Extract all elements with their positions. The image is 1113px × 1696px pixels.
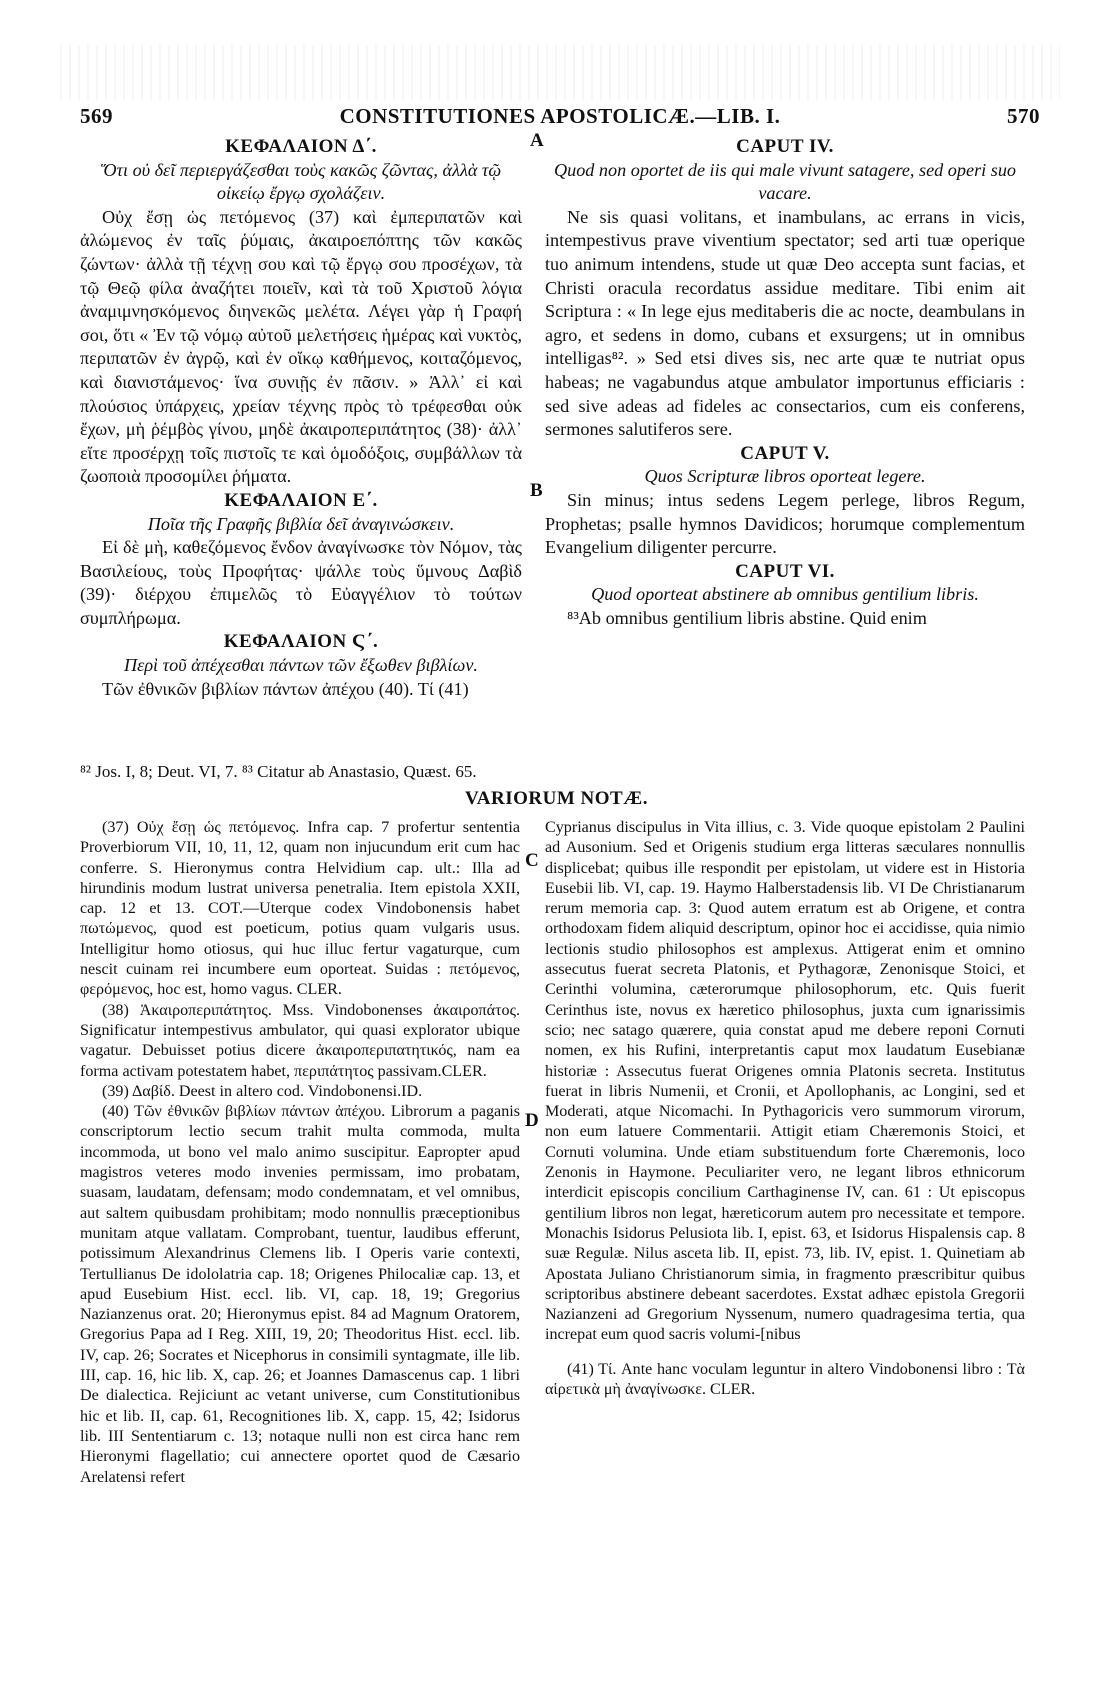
note-37: (37) Οὐχ ἔσῃ ὡς πετόμενος. Infra cap. 7 profertur sententia Proverbiorum VII, 10, 11, 12, quam non injucundum erit cum hac conferre. S. Hieronymus contra Helvidium cap. ult.: Illa ad hirundinis modum lustrat universa penetralia. Item epistola XXII, cap. 12 et 13. COT.—Uterque codex Vindobonensis habet πωτώμενος, quod est poeticum, potius quam vulgaris usus. Intelligitur homo otiosus, qui huc illuc fertur vagaturque, cum nescit cuinam rei incumbere eum oporteat. Suidas : πετόμενος, φερόμενος, hoc est, homo vagus. CLER. [80, 819, 520, 999]
greek-chapter-4-summary: Ὅτι οὐ δεῖ περιεργάζεσθαι τοὺς κακῶς ζῶντας, ἀλλὰ τῷ οἰκείῳ ἔργῳ σχολάζειν. [100, 159, 502, 204]
greek-chapter-6-heading: ΚΕΦΑΛΑΙΟΝ Ϛ΄. [223, 631, 379, 653]
latin-column [545, 135, 1025, 630]
notes-left-column [80, 818, 520, 1488]
latin-chapter-6-text: ⁸³Ab omnibus gentilium libris abstine. Quid enim [567, 607, 927, 628]
latin-chapter-4-text: Ne sis quasi volitans, et inambulans, ac errans in vicis, intempestivus prave viventium spectator; sed arti tuæ operique tuo animum intendens, stude ut quæ Deo accepta sunt facias, et Christi oracula recordatus assidue meditare. Tibi enim ait Scriptura : « In lege ejus meditaberis die ac nocte, deambulans in agro, et sedens in domo, cubans et exsurgens; ut in omnibus intelligas⁸². » Sed etsi dives sis, nec arte quæ te nutriat opus habeas; ne vagabundus atque ambulator importunus efficiaris : sed sive adeas ad fideles ac consectarios, cum eis conferens, sermones salutiferos sere. [545, 206, 1025, 440]
note-39: (39) Δαβίδ. Deest in altero cod. Vindobonensi.ID. [102, 1082, 423, 1100]
latin-chapter-5-text: Sin minus; intus sedens Legem perlege, libros Regum, Prophetas; psalle hymnos Davidicos; horumque complementum Evangelium diligenter percurre. [545, 489, 1025, 558]
margin-marker-b: B [530, 480, 543, 501]
margin-marker-d: D [525, 1110, 539, 1131]
latin-chapter-5-heading: CAPUT V. [740, 442, 830, 464]
note-41: (41) Τί. Ante hanc voculam leguntur in altero Vindobonensi libro : Τὰ αἱρετικὰ μὴ ἀναγίνωσκε. CLER. [545, 1360, 1025, 1399]
scripture-footnote: ⁸² Jos. I, 8; Deut. VI, 7. ⁸³ Citatur ab Anastasio, Quæst. 65. [80, 762, 477, 781]
latin-chapter-6-heading: CAPUT VI. [735, 560, 835, 582]
greek-chapter-6-text: Τῶν ἐθνικῶν βιβλίων πάντων ἀπέχου (40). Τί (41) [102, 678, 469, 699]
latin-chapter-4-heading: CAPUT IV. [736, 136, 834, 157]
greek-chapter-4-heading: ΚΕΦΑΛΑΙΟΝ Δ΄. [225, 136, 377, 157]
latin-chapter-6-summary: Quod oporteat abstinere ab omnibus gentilium libris. [591, 584, 979, 605]
greek-chapter-5-summary: Ποῖα τῆς Γραφῆς βιβλία δεῖ ἀναγινώσκειν. [147, 513, 455, 534]
note-38: (38) Ἀκαιροπεριπάτητος. Mss. Vindobonenses ἀκαιροπάτος. Significatur intempestivus ambulator, qui quasi explorator ubique vagatur. Debuisset potius dicere ἀκαιροπεριπατητικός, nam ea forma activam potestatem habet, περιπάτητος passivam.CLER. [80, 1001, 520, 1080]
margin-marker-c: C [525, 850, 539, 871]
greek-chapter-5-heading: ΚΕΦΑΛΑΙΟΝ Ε΄. [224, 489, 378, 511]
latin-chapter-4-summary: Quod non oportet de iis qui male vivunt satagere, sed operi suo vacare. [553, 159, 1017, 204]
running-title: CONSTITUTIONES APOSTOLICÆ.—LIB. I. [339, 104, 781, 128]
note-gap [545, 1346, 1025, 1360]
latin-chapter-5-summary: Quos Scripturæ libros oporteat legere. [644, 466, 926, 487]
scan-noise [60, 45, 1060, 100]
greek-chapter-6-summary: Περὶ τοῦ ἀπέχεσθαι πάντων τῶν ἔξωθεν βιβλίων. [124, 655, 478, 676]
greek-chapter-5-text: Εἰ δὲ μὴ, καθεζόμενος ἔνδον ἀναγίνωσκε τὸν Νόμον, τὰς Βασιλείους, τοὺς Προφήτας· ψάλλε τοὺς ὕμνους Δαβὶδ (39)· διέρχου ἐπιμελῶς τὸ Εὐαγγέλιον τὸ τούτων συμπλήρωμα. [80, 537, 522, 628]
greek-column [80, 135, 522, 701]
running-head [80, 104, 1040, 130]
page-number-right: 570 [1007, 104, 1040, 128]
notes-right-column [545, 818, 1025, 1400]
note-40: (40) Τῶν ἐθνικῶν βιβλίων πάντων ἀπέχου. Librorum a paganis conscriptorum lectio secum trahit multa commoda, multa incommoda, ut bono vel malo animo suscipitur. Eapropter apud magistros veteres modo invenies permissam, imo probatam, suasam, laudatam, defensam; modo condemnatam, et vel omnibus, aut saltem quibusdam prohibitam; modo nonnullis præceptionibus munitam atque vallatam. Comprobant, tuentur, laudibus efferunt, potissimum Alexandrinus Clemens lib. I Operis varie contexti, Tertullianus De idololatria cap. 18; Origenes Philocaliæ cap. 13, et apud Eusebium Hist. eccl. lib. VI, cap. 18, 19; Gregorius Nazianzenus orat. 20; Hieronymus epist. 84 ad Magnum Oratorem, Gregorius Papa ad I Reg. XIII, 19, 20; Theodoritus Hist. eccl. lib. IV, cap. 26; Socrates et Nicephorus in consimili syntagmate, ille lib. III, cap. 16, hic lib. X, cap. 26; et Joannes Damascenus cap. 1 libri De dialectica. Rejiciunt ac vetant universe, cum Constitutionibus hic et lib. II, cap. 61, Recognitiones lib. X, capp. 15, 42; Isidorus lib. III Sententiarum c. 13; notaque nulli non est circa hanc rem Hieronymi flagellatio; cui annectere oportet quod de Cæsario Arelatensi refert [80, 1103, 520, 1486]
greek-chapter-4-text: Οὐχ ἔσῃ ὡς πετόμενος (37) καὶ ἐμπεριπατῶν καὶ ἀλώμενος ἐν ταῖς ῥύμαις, ἀκαιροεπόπτης τῶν κακῶς ζώντων· ἀλλὰ τῇ τέχνῃ σου καὶ τῷ ἔργῳ σου προσέχων, τὰ τῷ Θεῷ φίλα ἀναζήτει ποιεῖν, καὶ τὰ τοῦ Χριστοῦ λόγια ἀναμιμνησκόμενος διηνεκῶς μελέτα. Λέγει γὰρ ἡ Γραφή σοι, ὅτι « Ἐν τῷ νόμῳ αὐτοῦ μελετήσεις ἡμέρας καὶ νυκτὸς, περιπατῶν ἐν ἀγρῷ, καὶ ἐν οἴκῳ καθήμενος, κοιταζόμενος, καὶ διανιστάμενος· ἵνα συνιῇς ἐν πᾶσιν. » Ἀλλ᾽ εἰ καὶ πλούσιος ὑπάρχεις, χρείαν τέχνης πρὸς τὸ τρέφεσθαι οὐκ ἔχων, μὴ ῥέμβὸς γίνου, μηδὲ ἀκαιροπεριπάτητος (38)· ἀλλ᾽ εἴτε προσέρχῃ τοῖς πιστοῖς τε καὶ ὁμοδόξοις, συμβάλλων τὰ ζωοποιὰ προσομίλει ῥήματα. [80, 206, 522, 487]
page-number-left: 569 [80, 104, 113, 128]
note-40-continued: Cyprianus discipulus in Vita illius, c. 3. Vide quoque epistolam 2 Paulini ad Ausonium. Sed et Origenis studium erga litteras sæculares nonnullis displicebat; quibus ille respondit per epistolam, ut videre est in Historia Eusebii lib. VI, cap. 19. Haymo Halberstadensis lib. VI De Christianarum rerum memoria cap. 3: Quod autem erratum est ab Origene, et contra orthodoxam fidem aliquid descriptum, opinor hoc ei accidisse, quia nimio lectionis studio philosophos est amplexus. Attigerat enim et omnino assecutus fuerat secreta Platonis, et Pythagoræ, Zenonisque Stoici, et Cerinthi volumina, cæterorumque philosophorum, etc. Quis fuerit Cerinthus iste, novus ex hæretico philosophus, juxta cum ignarissimis scio; nec satago quærere, quia constat apud me debere reponi Cornuti nomen, ex his Rufini, interpretantis caput mox laudatum Eusebianæ historiæ : Assecutus fuerat Origenes omnia Platonis secreta. Institutus fuerat in libris Numenii, et Cronii, et Apollophanis, ac Longini, sed et Moderati, atque Nicomachi. In Pythagoricis vero summorum virorum, non eum latuere Commentarii. Attigit etiam Chæremonis Stoici, et Cornuti volumina. Unde etiam substituendum forte Chæremonis, loco Zenonis in Haymone. Peculiariter vero, ne legant libros ethnicorum interdicit episcopis concilium Carthaginense IV, can. 61 : Ut episcopus gentilium libros non legat, hæreticorum autem pro necessitate et tempore. Monachis Isidorus Pelusiota lib. I, epist. 63, et Isidorus Hispalensis cap. 8 suæ Regulæ. Nilus asceta lib. II, epist. 73, lib. IV, epist. 1. Quinetiam ab Apostata Juliano Christianorum simia, in fragmento præscribitur quibus scriptoribus abstinere debeant sacerdotes. Exstat adhæc epistola Gregorii Nazianzeni ad Gregorium Nyssenum, numero quadragesima tertia, qua increpat eum quod sacris volumi-[nibus [545, 819, 1025, 1344]
variorum-notes-heading: VARIORUM NOTÆ. [465, 788, 648, 809]
margin-marker-a: A [530, 130, 544, 151]
